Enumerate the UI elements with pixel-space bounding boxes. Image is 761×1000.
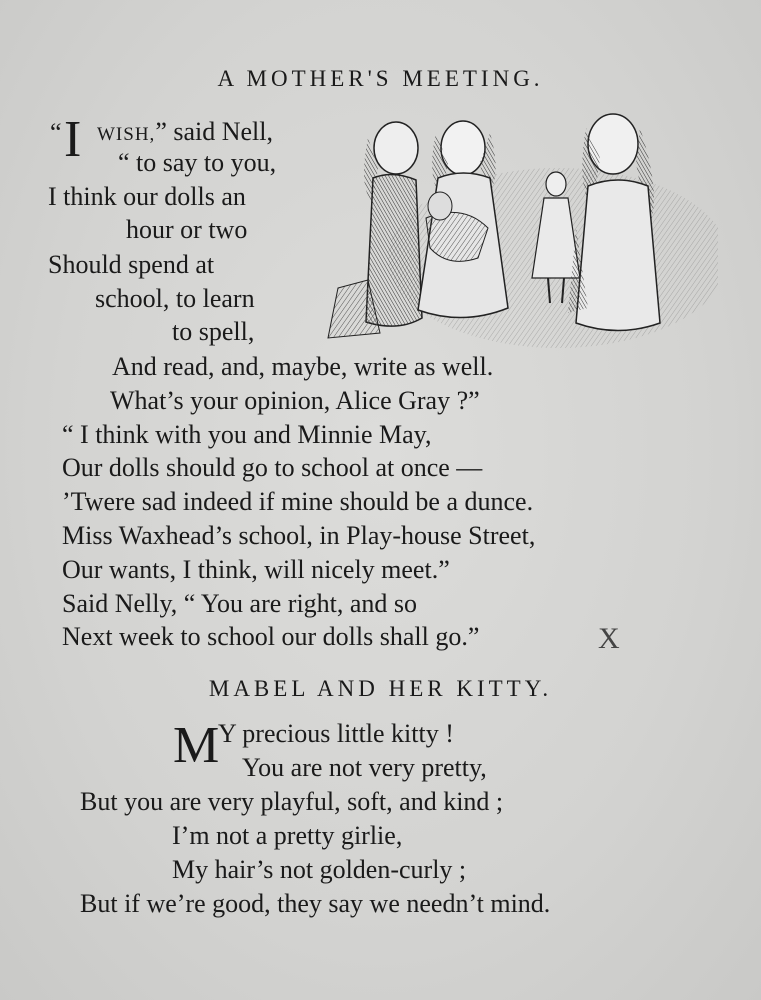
poem-line: “ to say to you, (118, 148, 277, 177)
poem-line: Should spend at (48, 250, 215, 279)
poem-line: I’m not a pretty girlie, (172, 821, 403, 850)
poem-line: ’Twere sad indeed if mine should be a dunce. (62, 487, 534, 516)
poem-line: Miss Waxhead’s school, in Play-house Street, (62, 521, 536, 550)
poem-line: And read, and, maybe, write as well. (112, 352, 494, 381)
poem-line: My hair’s not golden-curly ; (172, 855, 467, 884)
poem-line: “ I think with you and Minnie May, (62, 420, 432, 449)
poem-line: I think our dolls an (48, 182, 246, 211)
poem-line: You are not very pretty, (242, 753, 487, 782)
poem-title-mabel-and-her-kitty: MABEL AND HER KITTY. (208, 676, 553, 701)
poem-line: But if we’re good, they say we needn’t mind. (80, 889, 551, 918)
poem-line: What’s your opinion, Alice Gray ?” (110, 386, 480, 415)
three-girls-with-dolls-icon (318, 108, 718, 348)
poem-line: to spell, (172, 317, 255, 346)
first-word-smallcaps: WISH, (97, 124, 156, 145)
poem-line: Our dolls should go to school at once — (62, 453, 483, 482)
poem-line (97, 117, 273, 150)
poem-title-mothers-meeting: A MOTHER'S MEETING. (217, 66, 544, 91)
open-quote: “ (50, 118, 62, 147)
drop-cap-m: M (173, 717, 220, 774)
poem-line: Next week to school our dolls shall go.” (62, 622, 480, 651)
poem-line: Y precious little kitty ! (218, 719, 454, 748)
first-line-rest: ” said Nell, (155, 117, 273, 146)
pencil-mark-x: X (598, 622, 620, 655)
poem-line: Said Nelly, “ You are right, and so (62, 589, 418, 618)
poem-line: school, to learn (95, 284, 255, 313)
poem-line: Our wants, I think, will nicely meet.” (62, 555, 450, 584)
poem-line: But you are very playful, soft, and kind ; (80, 787, 504, 816)
drop-cap-i: I (64, 111, 82, 168)
poem-line: hour or two (126, 215, 248, 244)
